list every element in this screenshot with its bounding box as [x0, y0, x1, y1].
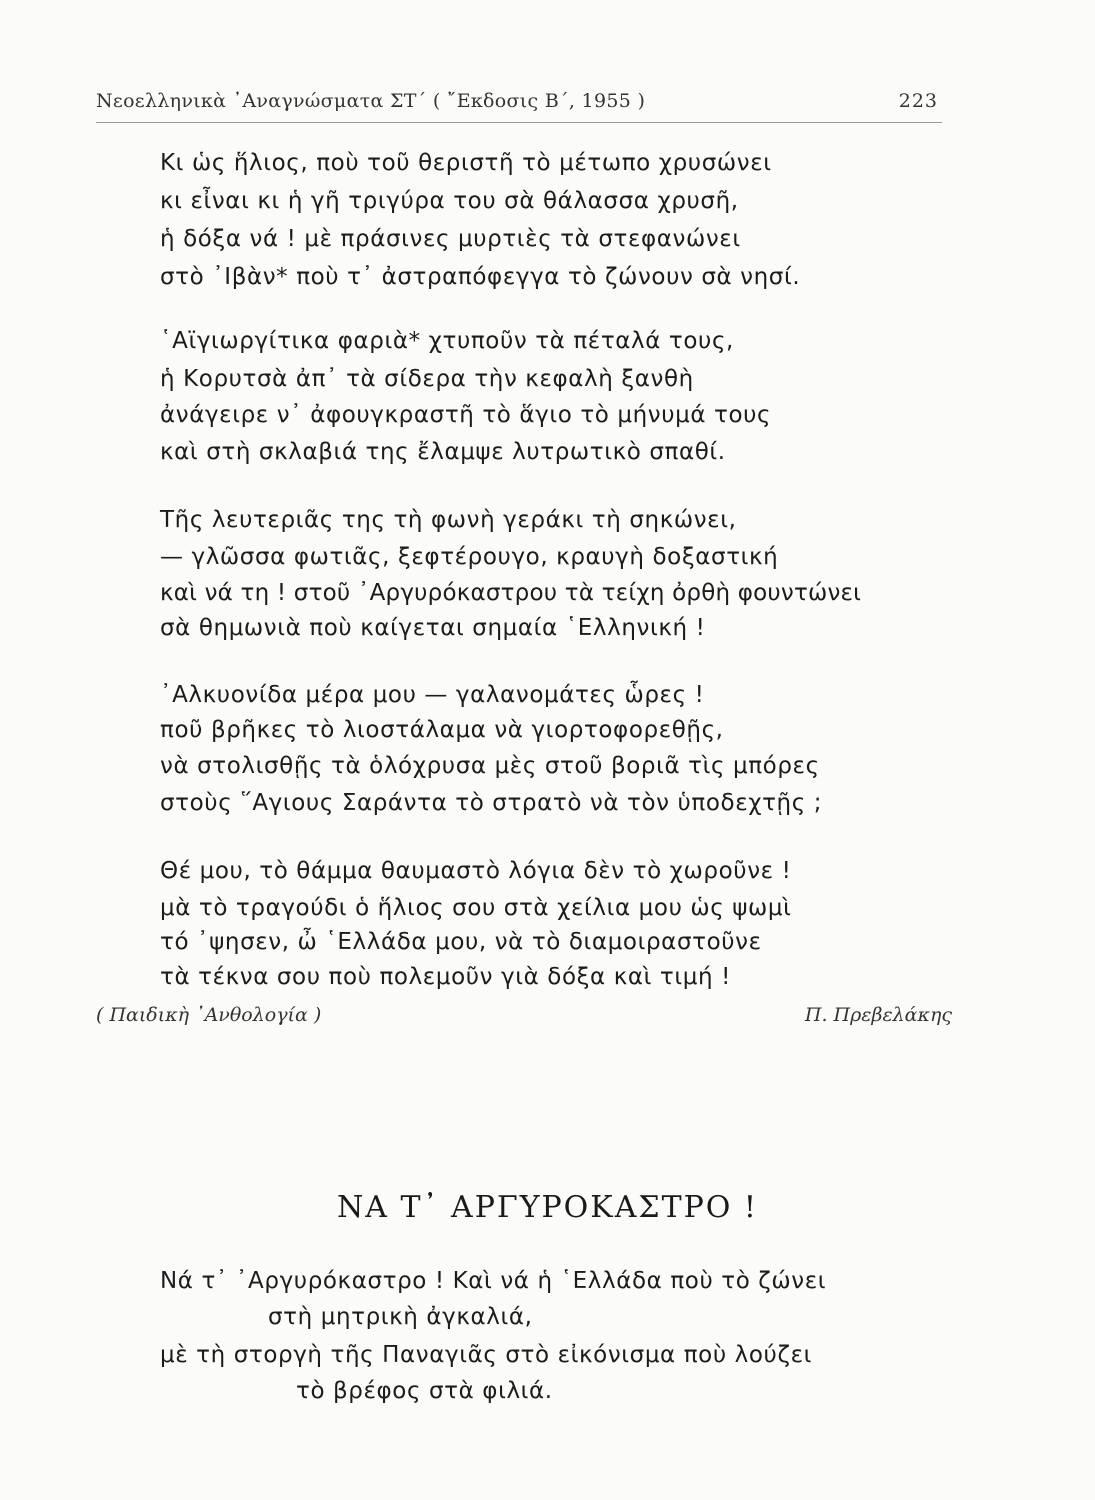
poem-line: καὶ στὴ σκλαβιά της ἔλαμψε λυτρωτικὸ σπαθί. [160, 439, 726, 465]
header-title: Νεοελληνικὰ ᾿Αναγνώσματα ΣΤ´ ( ῎Εκδοσις Β´, 1955 ) [96, 90, 646, 112]
poem-author: Π. Πρεβελάκης [804, 1004, 952, 1026]
poem-line: νὰ στολισθῇς τὰ ὁλόχρυσα μὲς στοῦ βοριᾶ τὶς μπόρες [160, 753, 820, 779]
running-header [96, 88, 942, 123]
poem-line: ῾Αϊγιωργίτικα φαριὰ* χτυποῦν τὰ πέταλά τους, [160, 328, 734, 354]
poem-line: καὶ νά τη ! στοῦ ᾿Αργυρόκαστρου τὰ τείχη ὀρθὴ φουντώνει [160, 580, 862, 606]
poem-line: τὸ βρέφος στὰ φιλιά. [296, 1378, 553, 1404]
poem-line: ἡ δόξα νά ! μὲ πράσινες μυρτιὲς τὰ στεφανώνει [160, 226, 741, 252]
poem-line: τό ᾿ψησεν, ὦ ῾Ελλάδα μου, νὰ τὸ διαμοιραστοῦνε [160, 929, 762, 955]
poem-line: ᾿Αλκυονίδα μέρα μου — γαλανομάτες ὧρες ! [160, 682, 705, 708]
poem-line: Κι ὡς ἥλιος, ποὺ τοῦ θεριστῆ τὸ μέτωπο χρυσώνει [160, 150, 772, 176]
poem-line: ποῦ βρῆκες τὸ λιοστάλαμα νὰ γιορτοφορεθῇς, [160, 717, 724, 743]
poem-line: — γλῶσσα φωτιᾶς, ξεφτέρουγο, κραυγὴ δοξαστική [160, 544, 779, 570]
poem-line: μὰ τὸ τραγούδι ὁ ἥλιος σου στὰ χείλια μου ὡς ψωμὶ [160, 895, 792, 921]
poem-line: ἀνάγειρε ν᾿ ἀφουγκραστῆ τὸ ἅγιο τὸ μήνυμά τους [160, 402, 772, 428]
poem-line: κι εἶναι κι ἡ γῆ τριγύρα του σὰ θάλασσα χρυσῆ, [160, 188, 739, 214]
poem-line: στὸ ᾿Ιβὰν* ποὺ τ᾿ ἀστραπόφεγγα τὸ ζώνουν σὰ νησί. [160, 264, 801, 290]
next-poem-title: ΝΑ Τ᾿ ΑΡΓΥΡΟΚΑΣΤΡΟ ! [337, 1190, 758, 1225]
poem-line: ἡ Κορυτσὰ ἀπ᾿ τὰ σίδερα τὴν κεφαλὴ ξανθὴ [160, 366, 694, 392]
poem-source: ( Παιδικὴ ᾿Ανθολογία ) [96, 1004, 322, 1026]
poem-line: στὴ μητρικὴ ἀγκαλιά, [268, 1304, 533, 1330]
poem-line: Θέ μου, τὸ θάμμα θαυμαστὸ λόγια δὲν τὸ χωροῦνε ! [160, 858, 792, 884]
poem-credits [96, 1004, 952, 1034]
page-number: 223 [898, 90, 938, 112]
poem-line: σὰ θημωνιὰ ποὺ καίγεται σημαία ῾Ελληνική ! [160, 615, 706, 641]
poem-line: στοὺς ῞Αγιους Σαράντα τὸ στρατὸ νὰ τὸν ὑποδεχτῇς ; [160, 790, 823, 816]
poem-line: μὲ τὴ στοργὴ τῆς Παναγιᾶς στὸ εἰκόνισμα ποὺ λούζει [160, 1342, 812, 1368]
poem-line: τὰ τέκνα σου ποὺ πολεμοῦν γιὰ δόξα καὶ τιμή ! [160, 964, 731, 990]
poem-line: Τῆς λευτεριᾶς της τὴ φωνὴ γεράκι τὴ σηκώνει, [160, 507, 737, 533]
poem-line: Νά τ᾿ ᾿Αργυρόκαστρο ! Καὶ νά ἡ ῾Ελλάδα ποὺ τὸ ζώνει [160, 1268, 827, 1294]
